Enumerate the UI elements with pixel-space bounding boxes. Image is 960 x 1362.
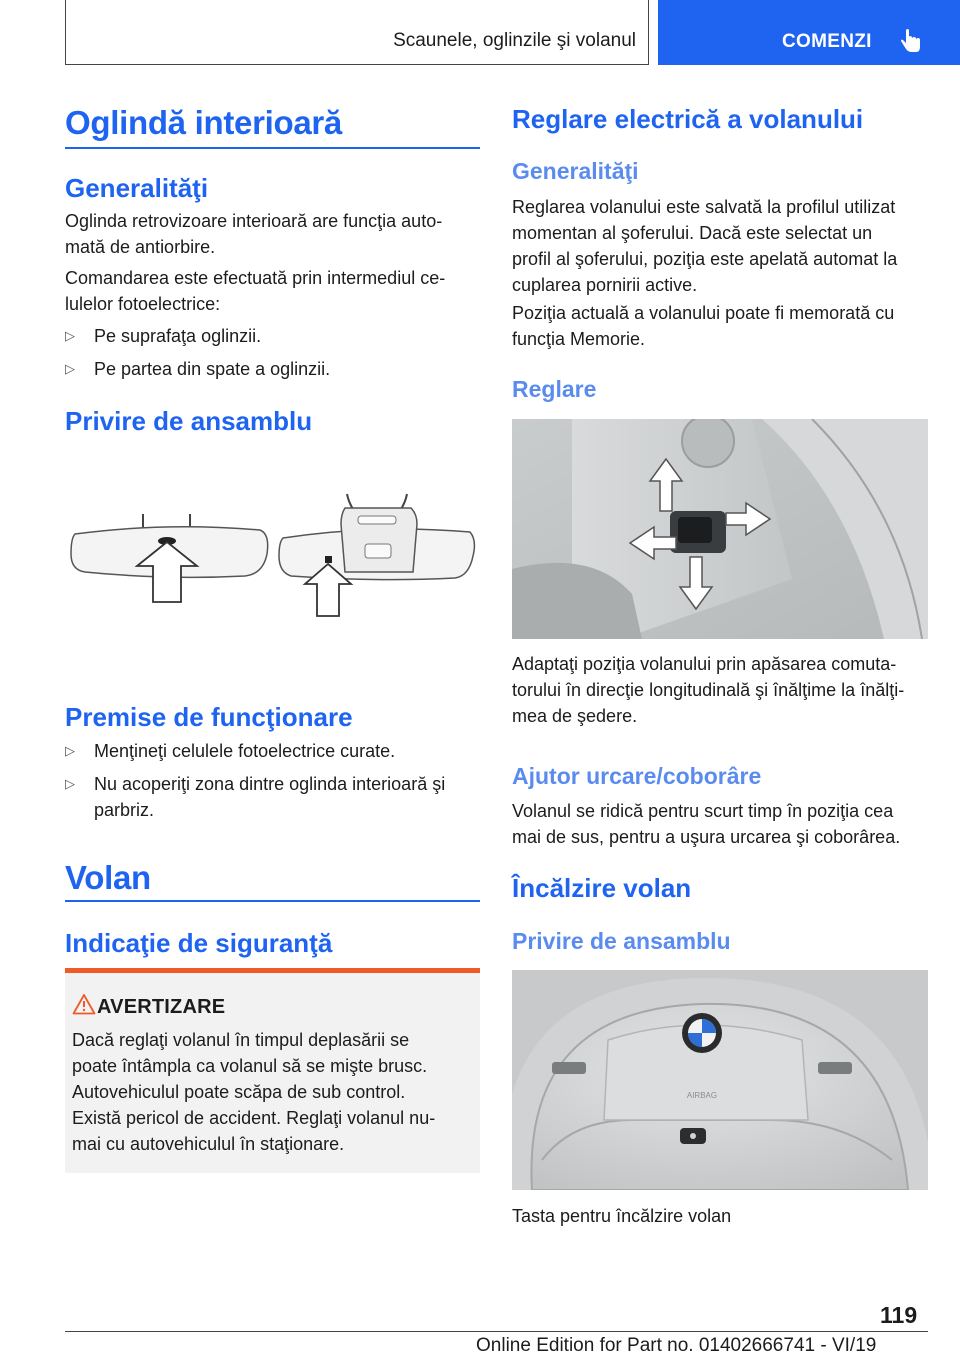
heading-premise: Premise de funcţionare <box>65 702 353 732</box>
list-item: ▷ Pe partea din spate a oglinzii. <box>65 356 330 382</box>
warning-text: Dacă reglaţi volanul în timpul deplasării se poate întâmpla ca volanul să se mişte brusc. Autovehiculul poate scăpa de sub control. Există pericol de accident. Reglaţi volanul nu‐ mai cu autovehiculul în staţionare. <box>72 1030 436 1154</box>
heading-interior-mirror: Oglindă interioară <box>65 104 342 141</box>
list-item: ▷ Nu acoperiţi zona dintre oglinda interioară şi parbriz. <box>65 771 445 823</box>
list-item: ▷ Menţineţi celulele fotoelectrice curate. <box>65 738 395 764</box>
footer-edition: Online Edition for Part no. 01402666741 - VI/19 <box>476 1335 877 1356</box>
header-chapter-title: Scaunele, oglinzile şi volanul <box>393 30 636 51</box>
heading-wheel-heating: Încălzire volan <box>512 873 692 903</box>
bullet-triangle-icon: ▷ <box>65 776 75 791</box>
heading-electric-adjust: Reglare electrică a volanului <box>512 104 864 134</box>
steering-adjust-switch-photo <box>512 419 928 639</box>
heading-steering-wheel: Volan <box>65 859 151 896</box>
paragraph-wheel-general-1: Reglarea volanului este salvată la profilul utilizat momentan al şoferului. Dacă este selectat un profil al şoferului, poziţia este apelată automat la cuplarea pornirii active. <box>512 197 898 295</box>
list-item: ▷ Pe suprafaţa oglinzii. <box>65 323 261 349</box>
heading-safety-note: Indicaţie de siguranţă <box>65 928 333 958</box>
paragraph-adjust: Adaptaţi poziţia volanului prin apăsarea comuta‐ torului în direcţie longitudinală şi înălţime la înălţi‐ mea de şedere. <box>512 654 905 726</box>
heading-general-wheel: Generalităţi <box>512 158 639 184</box>
header-section-title: COMENZI <box>782 31 872 52</box>
bullet-triangle-icon: ▷ <box>65 361 75 376</box>
mirror-overview-figure <box>65 484 480 630</box>
paragraph-mirror-general-1: Oglinda retrovizoare interioară are funcţia auto‐ mată de antiorbire. <box>65 211 443 257</box>
section-rule <box>65 900 480 902</box>
heading-adjust: Reglare <box>512 376 597 402</box>
footer-rule <box>65 1331 928 1332</box>
caption-heating-button: Tasta pentru încălzire volan <box>512 1206 732 1226</box>
heading-overview-mirror: Privire de ansamblu <box>65 406 313 436</box>
steering-wheel-photo <box>512 970 928 1190</box>
airbag-label: AIRBAG <box>686 1091 718 1100</box>
hand-pointer-icon <box>898 28 924 54</box>
bullet-triangle-icon: ▷ <box>65 743 75 758</box>
header-section-tab[interactable] <box>658 0 960 65</box>
heading-overview-heating: Privire de ansamblu <box>512 928 731 954</box>
paragraph-entry-help: Volanul se ridică pentru scurt timp în poziţia cea mai de sus, pentru a uşura urcarea şi coborârea. <box>512 801 901 847</box>
header-chapter-box <box>65 0 649 65</box>
paragraph-wheel-general-2: Poziţia actuală a volanului poate fi memorată cu funcţia Memorie. <box>512 303 895 349</box>
heading-general-mirror: Generalităţi <box>65 173 209 203</box>
bullet-triangle-icon: ▷ <box>65 328 75 343</box>
warning-title: AVERTIZARE <box>97 996 226 1018</box>
section-rule <box>65 147 480 149</box>
warning-triangle-icon <box>72 993 96 1015</box>
page-number: 119 <box>880 1302 918 1328</box>
paragraph-mirror-general-2: Comandarea este efectuată prin intermediul ce‐ lulelor fotoelectrice: <box>65 268 446 314</box>
heading-entry-help: Ajutor urcare/coborâre <box>512 763 762 789</box>
